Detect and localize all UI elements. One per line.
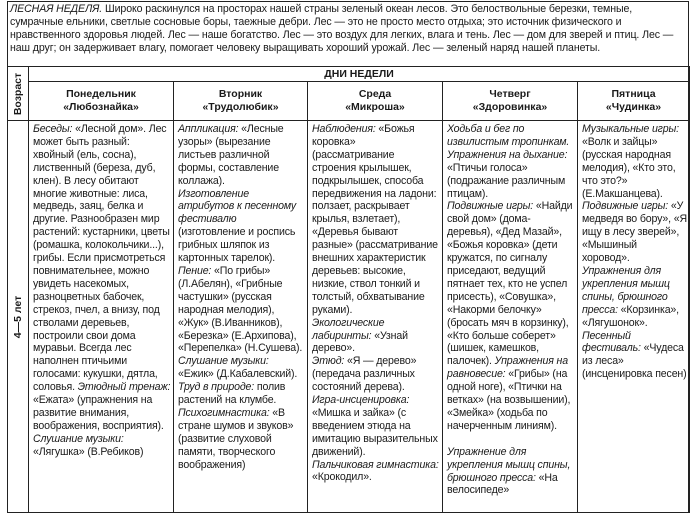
activities-friday (578, 121, 690, 513)
activity-label: Упражнение для укрепления мышц спины, брюшного пресса: (447, 445, 571, 484)
age-header-cell (8, 67, 29, 121)
weekly-plan-table (7, 66, 690, 513)
activity-text: полив растений на клумбе. (178, 381, 286, 407)
activity-label: Подвижные игры: (582, 200, 669, 213)
activity-label: Наблюдения: (312, 123, 376, 135)
intro-text: Широко раскинулся на просторах нашей страны зеленый океан лесов. Это белоствольные березки, темные, сумрачные ельники, светлые сосновые боры, таежные дебри. Лес — это не просто место отдыха; это источник физического и нравственного здоровья людей. Лес — наше богатство. Лес — это воздух для легких, влага и тень. Лес — дом для зверей и птиц. Лес — наш друг; он задерживает влагу, помогает человеку выращивать хороший урожай. Лес — зеленый наряд нашей планеты. (10, 3, 674, 54)
activity-label: Игра-инсценировка: (312, 394, 410, 407)
day-header-wednesday (308, 82, 443, 121)
day-theme: «Трудолюбик» (202, 101, 279, 113)
activity-label: Упражнения на равновесие: (447, 355, 568, 381)
day-header-tuesday (174, 82, 308, 121)
activity-label: Аппликация: (178, 123, 239, 135)
day-header-friday (578, 82, 690, 121)
activity-label: Беседы: (33, 123, 73, 135)
activity-text: «Грибы» (на одной ноге), «Птички на ветках» (на возвышении), «Змейка» (ходьба по начерченным линиям). (447, 368, 571, 432)
day-name: Четверг (489, 88, 531, 100)
activity-label: Ходьба и бег по извилистым тропинкам. (447, 123, 570, 148)
days-header: ДНИ НЕДЕЛИ (29, 67, 690, 82)
activity-text: «Лесной дом». Лес может быть разный: хвойный (ель, сосна), лиственный (береза, дуб, клен). В лесу обитают многие животные: лиса, медведь, заяц, белка и другие. Разнообразен мир растений: кустарники, цветы (ромашка, колокольчики...), грибы. Если присмотреться повнимательнее, можно увидеть насекомых, разноцветных бабочек, стрекоз, пчел, а внизу, под стволами деревьев, построили свои дома муравьи. Всегда лес наполнен птичьими голосами: кукушки, дятла, соловья. (33, 123, 170, 394)
activity-label: Пение: (178, 264, 212, 277)
activity-text: «Найди свой дом» (дома-деревья), «Дед Мазай», «Божья коровка» (дети кружатся, по сигналу приседают, ведущий пятнает тех, кто не успел присесть), «Совушка», «Накорми белочку» (бросать мяч в корзинку), «Кто больше соберет» (шишек, камешков, палочек). (447, 200, 573, 368)
day-name: Вторник (218, 88, 263, 100)
day-name: Пятница (611, 88, 656, 100)
activity-text: «Крокодил». (312, 471, 372, 484)
activity-text: «Птичьи голоса» (подражание различным птицам). (447, 161, 566, 200)
day-name: Среда (358, 88, 392, 100)
activity-text: «Корзинка», «Лягушонок». (582, 303, 679, 329)
day-header-monday (29, 82, 174, 121)
activity-label: Музыкальные игры: (582, 123, 679, 135)
activity-text: «Лесные узоры» (вырезание листьев различной формы, составление коллажа). (178, 123, 284, 187)
activity-text: «Чудеса из леса» (инсценировка песен) (582, 342, 687, 381)
intro-paragraph (10, 3, 686, 55)
intro-title: ЛЕСНАЯ НЕДЕЛЯ. (10, 3, 103, 15)
activity-label: Этюд: (312, 355, 345, 368)
activity-label: Слушание музыки: (33, 432, 124, 445)
activity-text: «По грибы» (Л.Абелян), «Грибные частушки» (русская народная мелодия), «Жук» (В.Иванников), «Березка» (Е.Архипова), «Перепелка» (Н.Сушева). (178, 264, 303, 355)
activity-label: Песенный фестиваль: (582, 329, 641, 355)
header-row-days (8, 67, 690, 82)
activity-text: «Ежик» (Д.Кабалевский). (178, 368, 298, 381)
age-row-4-5 (8, 121, 690, 513)
header-row-day-names (8, 82, 690, 121)
activities-monday (29, 121, 174, 513)
day-theme: «Любознайка» (63, 101, 139, 113)
age-cell (8, 121, 29, 513)
activity-label: Пальчиковая гимнастика: (312, 458, 439, 471)
activity-label: Упражнения на дыхание: (447, 148, 568, 161)
activities-wednesday (308, 121, 443, 513)
activity-label: Подвижные игры: (447, 200, 534, 213)
activity-label: Труд в природе: (178, 381, 255, 394)
activity-text: «Мишка и зайка» (с введением этюда на имитацию выразительных движений). (312, 406, 438, 458)
activity-label: Изготовление атрибутов к песенному фестивалю (178, 187, 297, 226)
activity-text: «Божья коровка» (рассматривание строения крылышек, подкрылышек, способа передвижения на ладони: ползает, раскрывает крылья, взлетает), «Деревья бывают разные» (рассматривание внешних характеристик деревьев: высокие, низкие, ствол тонкий и толстый, обхватывание руками). (312, 123, 438, 316)
activity-text: «Я — дерево» (передача различных состояний дерева). (312, 355, 417, 394)
day-theme: «Здоровинка» (472, 101, 548, 113)
activity-label: Упражнения для укрепления мышц спины, брюшного пресса: (582, 264, 670, 316)
day-header-thursday (443, 82, 578, 121)
activity-text: «Волк и зайцы» (русская народная мелодия), «Кто это, что это?» (Е.Макшанцева). (582, 135, 676, 200)
activity-text: «Лягушка» (В.Ребиков) (33, 445, 144, 458)
activity-text: «Ежата» (упражнения на развитие внимания, воображения, восприятия). (33, 394, 164, 432)
activities-thursday (443, 121, 578, 513)
day-theme: «Чудинка» (605, 101, 662, 113)
activity-label: Этюдный тренаж: (77, 381, 171, 394)
activity-text: «Узнай дерево». (312, 329, 408, 355)
day-name: Понедельник (66, 88, 136, 100)
age-header: Возраст (12, 72, 24, 115)
activity-label: Слушание музыки: (178, 355, 269, 368)
activity-label: Экологические лабиринты: (312, 316, 385, 342)
activities-tuesday (174, 121, 308, 513)
activity-text: (изготовление и роспись грибных шляпок из картонных тарелок). (178, 226, 296, 265)
day-theme: «Микроша» (345, 101, 405, 113)
activity-text: «В стране шумов и звуков» (развитие слуховой памяти, творческого воображения) (178, 406, 294, 471)
activity-text: «На велосипеде» (447, 471, 558, 497)
activity-text: «У медведя во бору», «Я ищу в лесу зверей», «Мышиный хоровод». (582, 200, 687, 265)
activity-label: Психогимнастика: (178, 406, 270, 419)
age-label: 4—5 лет (12, 295, 24, 338)
